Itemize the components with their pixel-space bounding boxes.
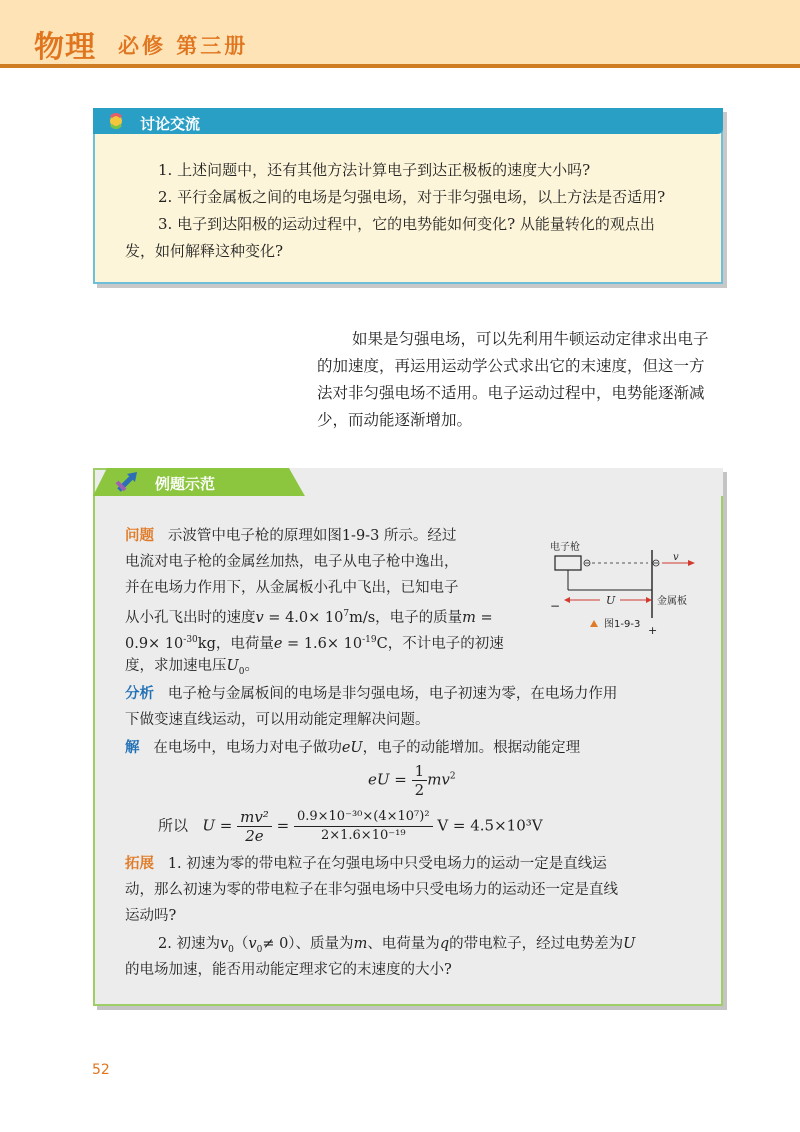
- equation-energy-theorem: eU = $\frac{1}{2}$ $mv^2$: [368, 762, 456, 799]
- page-number: 52: [92, 1062, 110, 1078]
- discussion-item-2: 2. 平行金属板之间的电场是匀强电场，对于非匀强电场，以上方法是否适用?: [158, 188, 666, 206]
- extension-line-2: 动，那么初速为零的带电粒子在非匀强电场中只受电场力的运动还一定是直线: [125, 882, 618, 898]
- analysis-line-2: 下做变速直线运动，可以用动能定理解决问题。: [125, 712, 430, 728]
- extension-line-5: 的电场加速，能否用动能定理求它的末速度的大小?: [125, 962, 452, 978]
- example-title: 例题示范: [155, 475, 216, 493]
- analysis-label: 分析: [125, 686, 154, 702]
- velocity-label: v: [673, 552, 679, 563]
- body-paragraph-line-2: 的加速度，再运用运动学公式求出它的末速度，但这一方: [317, 357, 705, 375]
- extension-line-4: 2. 初速为$v_0(v_0\ne 0)$、质量为m、电荷量为q的带电粒子，经过电势差为U: [158, 936, 636, 955]
- minus-sign: −: [550, 599, 561, 613]
- figure-electron-gun: [540, 530, 720, 640]
- figure-caption: 图1-9-3: [604, 619, 641, 630]
- voltage-label: U: [606, 594, 616, 607]
- caption-triangle-icon: [590, 620, 598, 627]
- problem-line-5: $0.9\times 10^{-30}kg$，电荷量$e = 1.6\times 10^{-19}C$，不计电子的初速: [125, 635, 504, 652]
- figure-plate-label: 金属板: [657, 596, 687, 607]
- discussion-item-1: 1. 上述问题中，还有其他方法计算电子到达正极板的速度大小吗?: [158, 161, 591, 179]
- problem-line-2: 电流对电子枪的金属丝加热，电子从电子枪中逸出，: [125, 554, 459, 570]
- body-paragraph-line-4: 少，而动能逐渐增加。: [317, 411, 473, 429]
- extension-label: 拓展: [125, 856, 154, 872]
- figure-gun-label: 电子枪: [550, 542, 580, 553]
- extension-line-1: 拓展 1. 初速为零的带电粒子在匀强电场中只受电场力的运动一定是直线运: [125, 856, 607, 872]
- analysis-line-1: 分析 电子枪与金属板间的电场是非匀强电场，电子初速为零，在电场力作用: [125, 686, 618, 702]
- problem-line-6: 度，求加速电压$U_0$。: [125, 658, 259, 677]
- problem-line-1: 问题 示波管中电子枪的原理如图1-9-3 所示。经过: [125, 528, 457, 544]
- discussion-item-3-cont: 发，如何解释这种变化?: [125, 242, 284, 260]
- book-course: 必修 第三册: [118, 34, 249, 58]
- discussion-icon: [110, 115, 122, 128]
- plus-sign: +: [648, 624, 658, 637]
- body-paragraph-line-1: 如果是匀强电场，可以先利用牛顿运动定律求出电子: [352, 330, 709, 348]
- problem-label: 问题: [125, 528, 154, 544]
- body-paragraph-line-3: 法对非匀强电场不适用。电子运动过程中，电势能逐渐减: [317, 384, 705, 402]
- solution-label: 解: [125, 740, 140, 756]
- electron-gun-shape: [555, 556, 581, 570]
- discussion-item-3: 3. 电子到达阳极的运动过程中，它的电势能如何变化? 从能量转化的观点出: [158, 215, 655, 233]
- book-subject: 物理: [34, 30, 96, 65]
- equation-result: 所以 U = $\frac{\text{mv²}}{2e}$ = $\frac{\text{0.9×10⁻³⁰×(4×10⁷)²}}{\text{2×1.6×10⁻¹⁹}}$ V = 4.5×10³V: [158, 808, 543, 845]
- extension-line-3: 运动吗?: [125, 908, 177, 924]
- header-divider: [0, 64, 800, 68]
- problem-line-3: 并在电场力作用下，从金属板小孔中飞出，已知电子: [125, 580, 459, 596]
- problem-line-4: 从小孔飞出时的速度$v = 4.0\times 10^7m/s$，电子的质量m =: [125, 609, 493, 626]
- discussion-title: 讨论交流: [140, 115, 201, 133]
- solution-line-1: 解 在电场中，电场力对电子做功eU，电子的动能增加。根据动能定理: [125, 740, 581, 756]
